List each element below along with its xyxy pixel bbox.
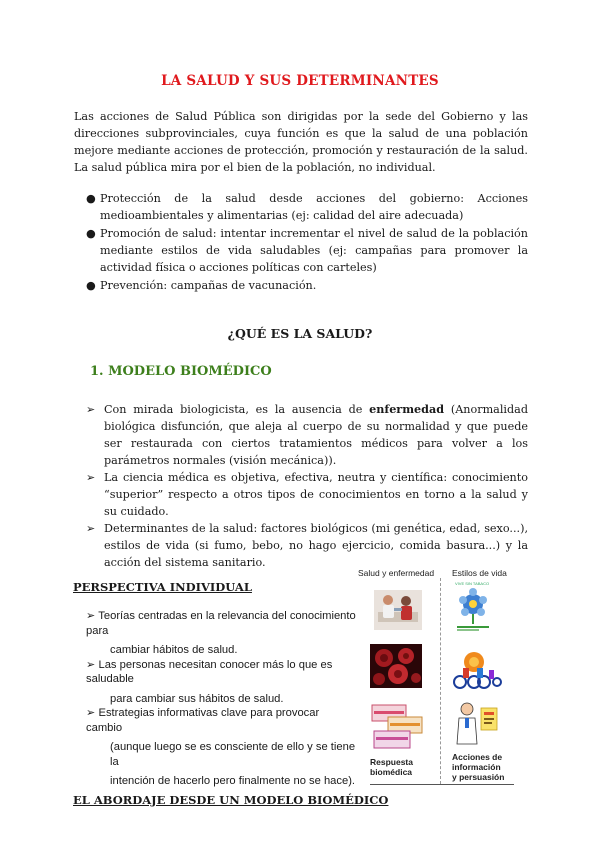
list-item-continuation: para cambiar sus hábitos de salud.	[110, 692, 284, 705]
cycling-poster-image	[452, 650, 502, 690]
list-item: ➢ La ciencia médica es objetiva, efectiva, neutra y científica: conocimiento “superior” respecto a otros tipos de conocimientos en torno a la salud y su cuidado.	[86, 471, 528, 518]
biomedical-model-list	[86, 401, 528, 571]
list-item: ● Promoción de salud: intentar incrementar el nivel de salud de la población mediante estilos de vida saludables (ej: campañas para promover la actividad física o acciones políticas con carteles)	[86, 227, 528, 274]
biomedical-approach-heading: EL ABORDAJE DESDE UN MODELO BIOMÉDICO	[73, 793, 389, 807]
list-item: ➢ Las personas necesitan conocer más lo que es saludable	[86, 658, 333, 685]
health-model-figure	[356, 566, 516, 791]
list-item: ➢ Determinantes de la salud: factores biológicos (mi genética, edad, sexo...), estilos de vida (si fumo, bebo, no hago ejercicio, comida basura...) y la acción del sistema sanitario.	[86, 522, 528, 569]
figure-divider	[440, 578, 441, 784]
arrow-bullet-icon: ➢	[86, 522, 96, 535]
model-heading: 1. MODELO BIOMÉDICO	[90, 364, 272, 379]
bullet-dot-icon: ●	[86, 192, 96, 205]
poster-caption: VIVE SIN TABACO	[455, 581, 490, 586]
intro-paragraph: Las acciones de Salud Pública son dirigidas por la sede del Gobierno y las direcciones subprovinciales, cuya función es que la salud de una población mejore mediante acciones de protección, promoción y restauración de la salud. La salud pública mira por el bien de la población, no individual.	[74, 110, 528, 174]
list-item: ➢ Con mirada biologicista, es la ausencia de enfermedad (Anormalidad biológica disfunción, que aleja al cuerpo de su normalidad y que puede ser restaurada con ciertos tratamientos médicos para volver a los parámetros normales (visión mecánica)).	[86, 402, 528, 467]
arrow-bullet-icon: ➢	[86, 471, 96, 484]
perspective-list	[86, 609, 356, 789]
list-item: ● Prevención: campañas de vacunación.	[86, 279, 317, 292]
figure-bottom-rule	[370, 784, 514, 785]
emphasis-text: enfermedad	[369, 402, 445, 416]
blood-cells-image	[370, 644, 422, 688]
section-heading: ¿QUÉ ES LA SALUD?	[227, 326, 373, 341]
list-item-continuation: cambiar hábitos de salud.	[110, 644, 238, 656]
list-item-continuation: intención de hacerlo pero finalmente no se hace).	[110, 775, 356, 787]
arrow-bullet-icon: ➢	[86, 403, 96, 416]
doctor-cartoon-image	[453, 700, 499, 746]
figure-column-right-label: Estilos de vida	[452, 568, 507, 578]
medicine-boxes-image	[370, 703, 424, 751]
figure-caption-left: Respuesta biomédica	[370, 757, 413, 777]
list-item: ➢ Estrategias informativas clave para provocar cambio	[86, 707, 320, 734]
list-item-continuation: (aunque luego se es consciente de ello y se tiene la	[110, 741, 356, 768]
bullet-dot-icon: ●	[86, 279, 96, 292]
perspective-heading: PERSPECTIVA INDIVIDUAL	[73, 580, 252, 594]
no-tobacco-poster-image	[453, 580, 493, 632]
list-item: ➢ Teorías centradas en la relevancia del conocimiento para	[86, 610, 356, 637]
figure-caption-right: Acciones de información y persuasión	[452, 752, 505, 782]
list-item: ● Protección de la salud desde acciones del gobierno: Acciones medioambientales y alimentarias (ej: calidad del aire adecuada)	[86, 192, 528, 222]
medical-consultation-image	[374, 590, 422, 630]
public-health-actions-list	[86, 190, 528, 295]
page-title: LA SALUD Y SUS DETERMINANTES	[161, 73, 439, 89]
figure-column-left-label: Salud y enfermedad	[358, 568, 435, 578]
bullet-dot-icon: ●	[86, 227, 96, 240]
